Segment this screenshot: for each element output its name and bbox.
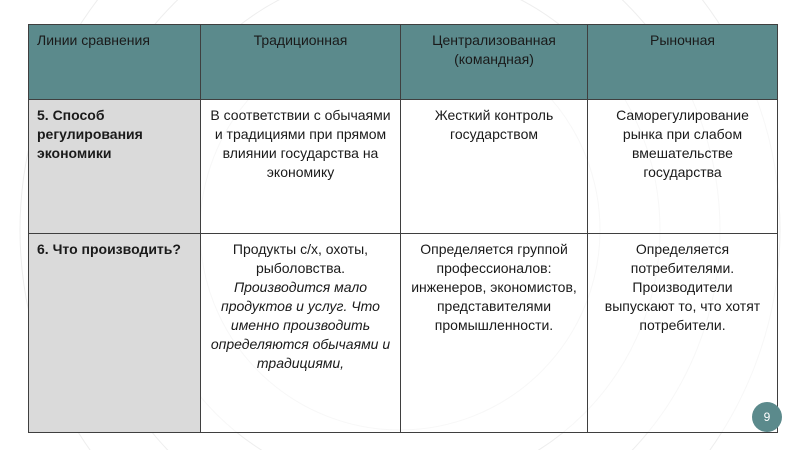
table-row bbox=[29, 100, 778, 234]
cell-traditional-production bbox=[201, 234, 401, 433]
cell-traditional-regulation: В соответствии с обычаями и традициями при прямом влиянии государства на экономику bbox=[201, 100, 401, 234]
comparison-table bbox=[28, 24, 778, 433]
table-header-row bbox=[29, 25, 778, 100]
row-label-what-to-produce: 6. Что производить? bbox=[29, 234, 201, 433]
table-row bbox=[29, 234, 778, 433]
cell-centralized-production: Определяется группой профессионалов: инженеров, экономистов, представителями промышленности. bbox=[401, 234, 588, 433]
header-comparison-lines: Линии сравнения bbox=[29, 25, 201, 100]
cell-centralized-regulation: Жесткий контроль государством bbox=[401, 100, 588, 234]
header-traditional: Традиционная bbox=[201, 25, 401, 100]
cell-traditional-production-text: Продукты с/х, охоты, рыболовства. bbox=[232, 241, 369, 276]
header-centralized: Централизованная (командная) bbox=[401, 25, 588, 100]
header-market: Рыночная bbox=[588, 25, 778, 100]
row-label-regulation: 5. Способ регулирования экономики bbox=[29, 100, 201, 234]
page-number-badge: 9 bbox=[752, 402, 782, 432]
cell-traditional-production-italic: Производится мало продуктов и услуг. Что именно производить определяются обычаями и традициями, bbox=[210, 279, 391, 371]
cell-market-regulation: Саморегулирование рынка при слабом вмешательстве государства bbox=[588, 100, 778, 234]
cell-market-production: Определяется потребителями. Производители выпускают то, что хотят потребители. bbox=[588, 234, 778, 433]
